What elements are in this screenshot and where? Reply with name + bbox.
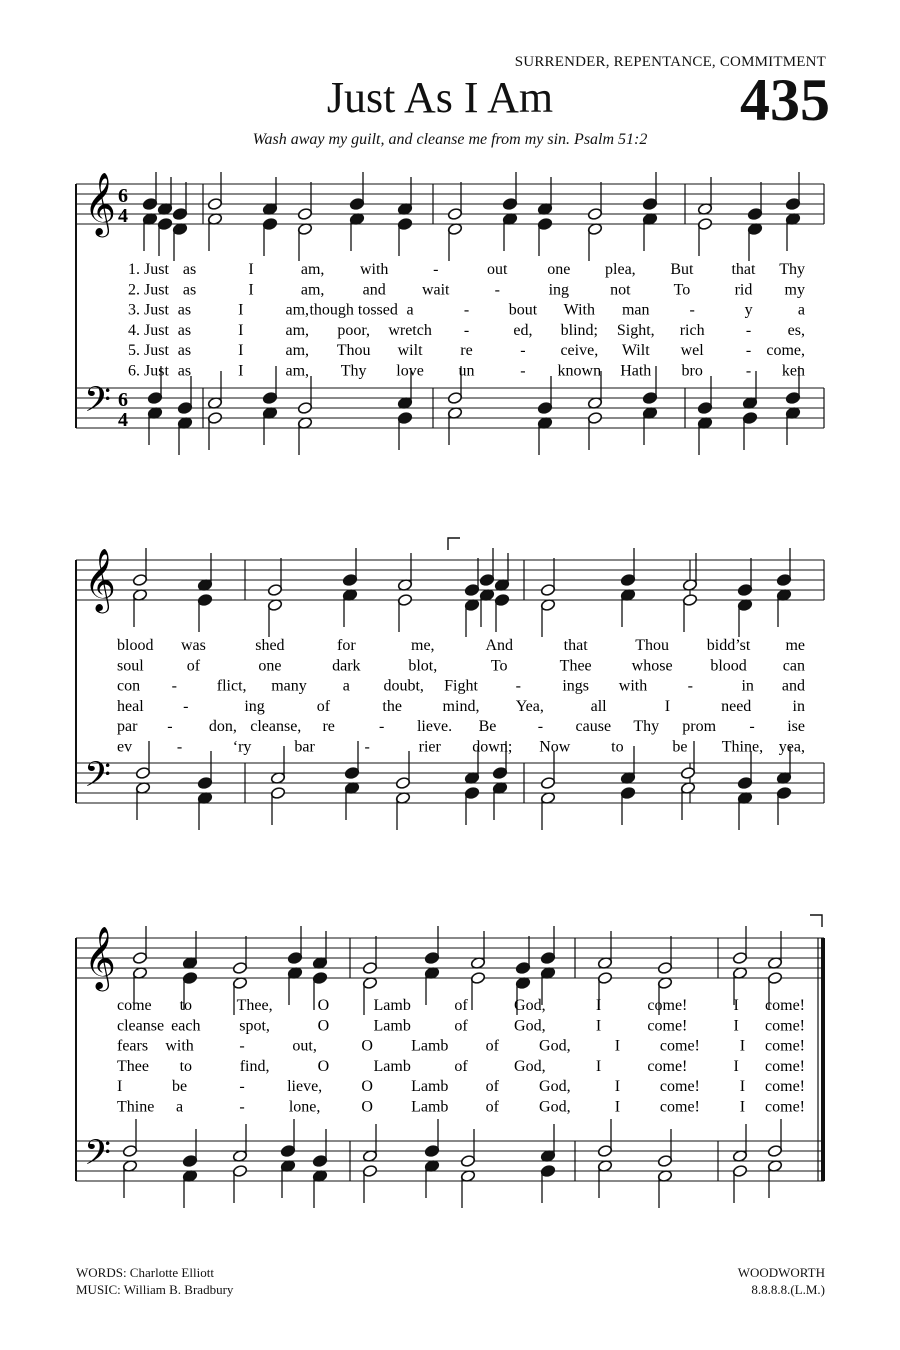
lyric-syllable: Thee, [236,997,273,1014]
lyric-syllable: 4. Just [128,321,169,339]
lyric-syllable: Thy [779,261,805,278]
lyric-syllable: out, [292,1037,317,1055]
lyric-syllable: - [515,677,521,695]
lyric-syllable: - [520,362,526,380]
lyric-syllable: - [239,1037,245,1055]
lyric-syllable: whose [631,657,673,675]
final-barline-thick [821,938,825,1181]
treble-clef-icon: 𝄞 [84,548,116,611]
lyric-syllable: am, [285,321,310,339]
lyric-syllable: God, [539,1037,571,1055]
lyric-syllable: bar [294,738,315,756]
lyric-syllable: come, [766,342,805,360]
lyric-syllable: of [485,1078,499,1096]
lyric-syllable: Sight, [616,321,655,339]
lyric-syllable: that [563,637,588,654]
lyric-syllable: am, [300,261,325,278]
lyric-syllable: can [782,657,805,675]
lyric-syllable: am, [285,362,310,380]
lyric-syllable: With [563,301,596,319]
lyric-syllable: - [749,718,755,736]
lyric-syllable: be [672,738,688,756]
lyric-syllable: Lamb [411,1098,449,1116]
lyric-syllable: Thy [340,362,367,380]
lyric-syllable: need [721,697,752,715]
lyric-syllable: love [396,362,424,380]
words-credit: WORDS: Charlotte Elliott [76,1265,214,1280]
lyric-syllable: heal [117,697,144,715]
phrase-bracket [448,538,460,550]
lyric-syllable: Hath [620,362,652,380]
lyric-syllable: find, [239,1057,270,1075]
lyric-syllable: man [621,301,650,319]
lyric-syllable: come! [659,1037,700,1055]
phrase-bracket [810,915,822,927]
lyric-syllable: 3. Just [128,301,169,319]
lyric-syllable: fears [117,1037,149,1055]
lyric-syllable: - [167,718,173,736]
scripture-reference: Wash away my guilt, and cleanse me from my sin. Psalm 51:2 [252,131,648,148]
hymn-number: 435 [740,67,830,133]
lyric-syllable: I [664,697,671,715]
lyric-syllable: ing [548,281,570,299]
lyric-syllable: I [739,1037,746,1055]
lyric-syllable: yea, [778,738,805,756]
lyric-syllable: for [337,637,356,654]
lyric-syllable: rich [679,321,705,339]
lyric-syllable: I [238,321,244,339]
lyric-syllable: I [733,997,739,1014]
lyric-syllable: a [175,1098,184,1116]
lyric-syllable: - [176,738,183,756]
lyric-syllable: of [454,997,468,1014]
treble-clef-icon: 𝄞 [84,172,116,235]
lyric-syllable: cleanse [117,1017,165,1035]
lyric-syllable: - [463,301,470,319]
lyric-syllable: be [171,1078,188,1096]
lyric-syllable: with [618,677,648,695]
lyric-syllable: ev [117,738,133,756]
lyric-syllable: - [433,261,439,278]
lyric-syllable: To [490,657,508,675]
lyric-syllable: Lamb [411,1078,449,1096]
lyric-syllable: O [317,1017,330,1035]
lyric-syllable: - [537,718,544,736]
lyric-syllable: come! [765,1078,805,1096]
lyric-syllable: shed [255,637,285,654]
lyric-syllable: - [364,738,370,756]
lyric-syllable: that [731,261,756,278]
lyric-syllable: with [165,1037,194,1055]
lyric-syllable: one [258,657,282,675]
lyric-syllable: plea, [605,261,636,278]
lyric-syllable: cleanse, [250,718,302,736]
treble-clef-icon: 𝄞 [84,926,116,989]
lyric-syllable: with [359,261,389,278]
lyric-syllable: come! [765,1098,805,1116]
time-signature-top: 6 [118,185,128,207]
meter: 8.8.8.8.(L.M.) [751,1282,825,1297]
lyric-syllable: Be [478,718,497,736]
lyric-syllable: of [186,657,201,675]
lyric-syllable: prom [682,718,717,736]
lyric-syllable: mind, [442,697,480,715]
lyric-syllable: dark [332,657,361,675]
lyric-syllable: blood [710,657,747,675]
lyric-syllable: blood [117,637,154,654]
lyric-syllable: re [460,342,473,360]
lyric-syllable: bout [508,301,538,319]
lyric-syllable: come! [647,1017,688,1035]
lyric-syllable: O [317,997,330,1014]
lyric-syllable: O [317,1057,330,1075]
lyric-syllable: bro [681,362,703,380]
lyric-syllable: O [361,1078,373,1096]
lyric-syllable: bidd’st [706,637,751,654]
lyric-syllable: 2. Just [128,281,169,299]
lyric-syllable: I [595,1017,602,1035]
lyric-syllable: God, [539,1078,571,1096]
lyric-syllable: as [182,281,197,299]
lyric-syllable: each [171,1017,201,1035]
time-signature-top: 6 [118,389,128,411]
time-signature-bottom: 4 [118,409,128,431]
lyric-syllable: am, [285,301,310,319]
lyric-syllable: come [117,997,152,1014]
lyric-syllable: rid [734,281,753,299]
lyric-syllable: lieve, [287,1078,323,1096]
lyric-syllable: ken [781,362,805,380]
tune-name: WOODWORTH [737,1265,825,1280]
lyric-syllable: to [179,1057,193,1075]
lyric-syllable: I [248,281,254,299]
lyric-syllable: I [739,1078,746,1096]
lyric-syllable: I [733,1057,739,1075]
lyric-syllable: cause [575,718,612,736]
lyric-syllable: am, [285,342,310,360]
lyric-syllable: poor, [337,321,371,339]
lyric-syllable: as [177,301,192,319]
lyric-syllable: out [487,261,508,278]
lyric-syllable: Now [539,738,571,756]
lyric-syllable: O [361,1098,373,1116]
lyric-syllable: wilt [397,342,423,360]
lyric-syllable: rier [418,738,441,756]
lyric-syllable: wretch [388,321,432,339]
hymn-title: Just As I Am [326,73,554,122]
lyric-syllable: wel [680,342,704,360]
lyric-syllable: And [485,637,514,654]
lyric-syllable: to [611,738,624,756]
lyric-syllable: down; [472,738,513,756]
lyric-syllable: O [361,1037,373,1055]
hymn-category: SURRENDER, REPENTANCE, COMMITMENT [514,54,826,70]
lyric-syllable: not [610,281,631,299]
lyric-syllable: I [595,997,602,1014]
lyric-syllable: I [614,1037,621,1055]
lyric-syllable: ceive, [560,342,599,360]
lyric-syllable: as [177,342,192,360]
lyric-syllable: ings [562,677,590,695]
lyric-syllable: 5. Just [128,342,169,360]
lyric-syllable: don, [208,718,237,736]
lyric-syllable: ed, [513,321,533,339]
lyric-syllable: ise [787,718,805,736]
lyric-syllable: come! [765,1057,805,1075]
lyric-syllable: - [687,677,693,695]
lyric-syllable: To [673,281,691,299]
lyric-syllable: and [362,281,386,299]
lyric-syllable: one [547,261,571,278]
lyric-syllable: God, [514,997,546,1014]
lyric-syllable: re [322,718,335,736]
lyric-syllable: I [739,1098,746,1116]
lyric-syllable: God, [514,1057,546,1075]
lyric-syllable: come! [765,1017,805,1035]
lyric-syllable: soul [117,657,144,675]
lyric-syllable: ‘ry [232,738,252,756]
lyric-syllable: spot, [239,1017,270,1035]
lyric-syllable: Fight [444,677,478,695]
lyric-syllable: all [590,697,607,715]
lyric-syllable: Wilt [621,342,650,360]
lyric-syllable: un [458,362,475,380]
lyric-syllable: God, [539,1098,571,1116]
lyric-syllable: me, [411,637,435,654]
bass-clef-icon: 𝄢 [84,754,112,803]
music-credit: MUSIC: William B. Bradbury [76,1282,234,1297]
lyric-syllable: my [784,281,805,299]
lyric-syllable: in [792,697,805,715]
lyric-syllable: to [179,997,193,1014]
lyric-syllable: I [238,362,244,380]
lyric-syllable: come! [765,997,805,1014]
lyric-syllable: was [180,637,206,654]
lyric-syllable: of [454,1057,468,1075]
lyric-syllable: of [316,697,331,715]
lyric-syllable: as [177,362,192,380]
lyric-syllable: I [595,1057,602,1075]
lyric-syllable: a [406,301,414,319]
lyric-syllable: I [614,1098,621,1116]
lyric-syllable: lone, [288,1098,321,1116]
lyric-syllable: Lamb [373,1057,411,1075]
lyric-syllable: con [117,677,141,695]
lyric-syllable: and [781,677,805,695]
lyric-syllable: I [248,261,254,278]
lyric-syllable: - [745,321,752,339]
lyric-syllable: - [463,321,470,339]
lyric-syllable: am, [300,281,325,299]
lyric-syllable: - [745,342,752,360]
lyric-syllable: - [239,1098,245,1116]
lyric-syllable: of [454,1017,468,1035]
lyric-syllable: 6. Just [128,362,169,380]
lyric-syllable: I [733,1017,739,1035]
lyric-syllable: I [614,1078,621,1096]
lyric-syllable: me [785,637,805,654]
lyric-syllable: 1. Just [128,261,169,278]
lyric-syllable: Thine [117,1098,155,1116]
lyric-syllable: - [689,301,695,319]
lyric-syllable: I [238,301,244,319]
lyric-syllable: es, [787,321,805,339]
lyric-syllable: I [117,1078,123,1096]
lyric-syllable: as [177,321,192,339]
lyric-syllable: Lamb [411,1037,449,1055]
lyric-syllable: I [238,342,244,360]
bass-clef-icon: 𝄢 [84,379,112,428]
lyric-syllable: wait [421,281,450,299]
lyric-syllable: Lamb [373,997,411,1014]
lyric-syllable: of [485,1098,499,1116]
lyric-syllable: as [182,261,197,278]
lyric-syllable: blot, [408,657,438,675]
lyric-syllable: Yea, [515,697,544,715]
lyric-syllable: though tossed [309,301,398,319]
lyric-syllable: doubt, [383,677,424,695]
lyric-syllable: of [485,1037,499,1055]
lyric-syllable: - [494,281,500,299]
lyric-syllable: in [741,677,754,695]
lyric-syllable: y [744,301,753,319]
lyric-syllable: come! [659,1098,700,1116]
lyric-syllable: come! [659,1078,700,1096]
lyric-syllable: blind; [560,321,599,339]
lyric-syllable: par [117,718,138,736]
lyric-syllable: Thou [336,342,371,360]
lyric-syllable: Thee [559,657,592,675]
lyric-syllable: - [183,697,189,715]
lyric-syllable: - [239,1078,245,1096]
lyric-syllable: Thee [117,1057,149,1075]
lyric-syllable: - [171,677,177,695]
lyric-syllable: flict, [216,677,247,695]
lyric-syllable: God, [514,1017,546,1035]
lyric-syllable: lieve. [416,718,453,736]
lyric-syllable: the [382,697,402,715]
lyric-syllable: - [745,362,752,380]
lyric-syllable: Lamb [373,1017,411,1035]
lyric-syllable: Thine, [721,738,764,756]
lyric-syllable: a [342,677,350,695]
lyric-syllable: Thy [633,718,660,736]
lyric-syllable: come! [765,1037,805,1055]
lyric-syllable: a [797,301,805,319]
lyric-syllable: come! [647,997,688,1014]
lyric-syllable: Thou [635,637,670,654]
bass-clef-icon: 𝄢 [84,1132,112,1181]
lyric-syllable: come! [647,1057,688,1075]
lyric-syllable: But [670,261,694,278]
lyric-syllable: - [378,718,385,736]
lyric-syllable: many [271,677,307,695]
lyric-syllable: known [557,362,602,380]
lyric-syllable: ing [244,697,265,715]
time-signature-bottom: 4 [118,205,128,227]
lyric-syllable: - [520,342,526,360]
